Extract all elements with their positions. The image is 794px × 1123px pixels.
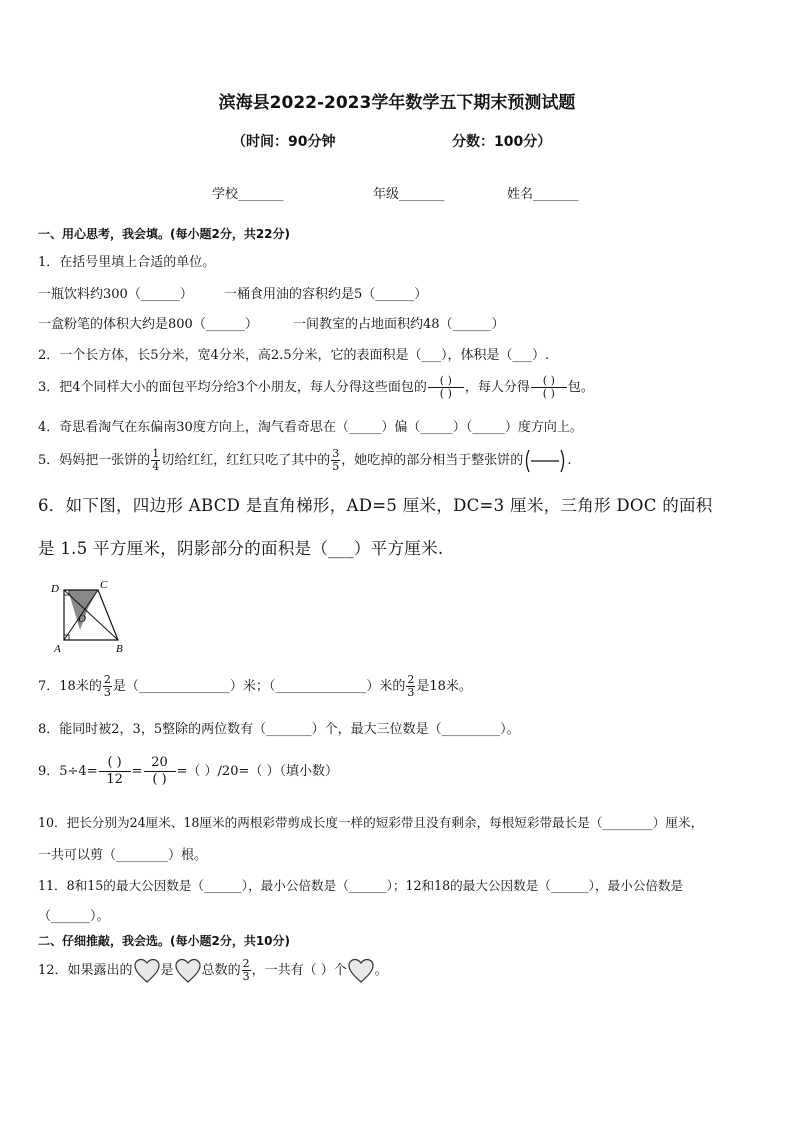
question-6-line-2: 是 1.5 平方厘米，阴影部分的面积是（___）平方厘米. [38, 539, 444, 558]
fraction-answer-blank-icon [523, 448, 567, 474]
fraction-blank-12: ( ) 12 [99, 755, 131, 788]
fraction-2-3: $\frac{2}{3}$ [242, 957, 250, 983]
question-4: 4．奇思看淘气在东偏南30度方向上，淘气看奇思在（_____）偏（_____）（_____）度方向上。 [38, 420, 583, 435]
question-8: 8．能同时被2，3，5整除的两位数有（_______）个，最大三位数是（_________）。 [38, 722, 520, 737]
question-5: 5．妈妈把一张饼的 $\frac{1}{4}$ 切给红红，红红只吃了其中的 $\frac{3}{5}$ ，她吃掉的部分相当于整张饼的 . [38, 447, 572, 473]
fraction-2-3: $\frac{2}{3}$ [103, 673, 111, 699]
question-1-stem: 1．在括号里填上合适的单位。 [38, 255, 216, 270]
question-11-line-2: （______）。 [38, 909, 110, 924]
question-1a: 一瓶饮料约300（______） [38, 287, 193, 302]
question-1c: 一盒粉笔的体积大约是800（______） [38, 317, 258, 332]
exam-time: （时间：90分钟 [232, 134, 336, 150]
fraction-blank: ( ) ( ) [428, 375, 464, 400]
question-7: 7．18米的 $\frac{2}{3}$ 是（______________）米；（______________）米的 $\frac{2}{3}$ 是18米。 [38, 673, 472, 699]
question-1d: 一间教室的占地面积约48（______） [293, 317, 505, 332]
section-1-heading: 一、用心思考，我会填。(每小题2分，共22分) [38, 227, 291, 241]
heart-icon [133, 957, 161, 985]
question-9: 9．5÷4= ( ) 12 = 20 ( ) =（ ）/20=（ ）（填小数） [38, 755, 338, 787]
question-3: 3．把4个同样大小的面包平均分给3个小朋友，每人分得这些面包的 ( ) ( ) ，每人分得 ( ) ( ) 包。 [38, 374, 594, 400]
section-2-heading: 二、仔细推敲，我会选。(每小题2分，共10分) [38, 934, 291, 948]
question-1b: 一桶食用油的容积约是5（______） [224, 287, 428, 302]
question-11-line-1: 11．8和15的最大公因数是（______），最小公倍数是（______）；12和18的最大公因数是（______），最小公倍数是 [38, 878, 684, 893]
label-A: A [54, 643, 61, 655]
fraction-blank: ( ) ( ) [531, 375, 567, 400]
question-2: 2．一个长方体，长5分米，宽4分米，高2.5分米，它的表面积是（___），体积是（___）. [38, 348, 550, 363]
fraction-2-3: $\frac{2}{3}$ [407, 673, 415, 699]
exam-score: 分数：100分） [452, 134, 552, 150]
grade-field: 年级_______ [373, 187, 445, 202]
label-B: B [116, 643, 123, 655]
label-O: O [78, 613, 86, 625]
trapezoid-figure [44, 576, 134, 656]
fraction-3-5: $\frac{3}{5}$ [332, 447, 340, 473]
question-6-line-1: 6．如下图，四边形 ABCD 是直角梯形，AD=5 厘米，DC=3 厘米，三角形 DOC 的面积 [38, 496, 713, 515]
page-title: 滨海县2022-2023学年数学五下期末预测试题 [218, 93, 576, 113]
fraction-1-4: $\frac{1}{4}$ [152, 447, 160, 473]
question-12: 12．如果露出的 是 总数的 $\frac{2}{3}$ ，一共有（ ）个 。 [38, 957, 388, 983]
name-field: 姓名_______ [507, 187, 579, 202]
label-D: D [51, 583, 59, 595]
question-10-line-2: 一共可以剪（________）根。 [38, 848, 208, 863]
heart-icon [347, 957, 375, 985]
label-C: C [100, 579, 108, 591]
question-10-line-1: 10．把长分别为24厘米、18厘米的两根彩带剪成长度一样的短彩带且没有剩余，每根短彩带最长是（________）厘米， [38, 815, 704, 830]
fraction-20-blank: 20 ( ) [144, 755, 176, 788]
heart-icon [174, 957, 202, 985]
school-field: 学校_______ [212, 187, 284, 202]
